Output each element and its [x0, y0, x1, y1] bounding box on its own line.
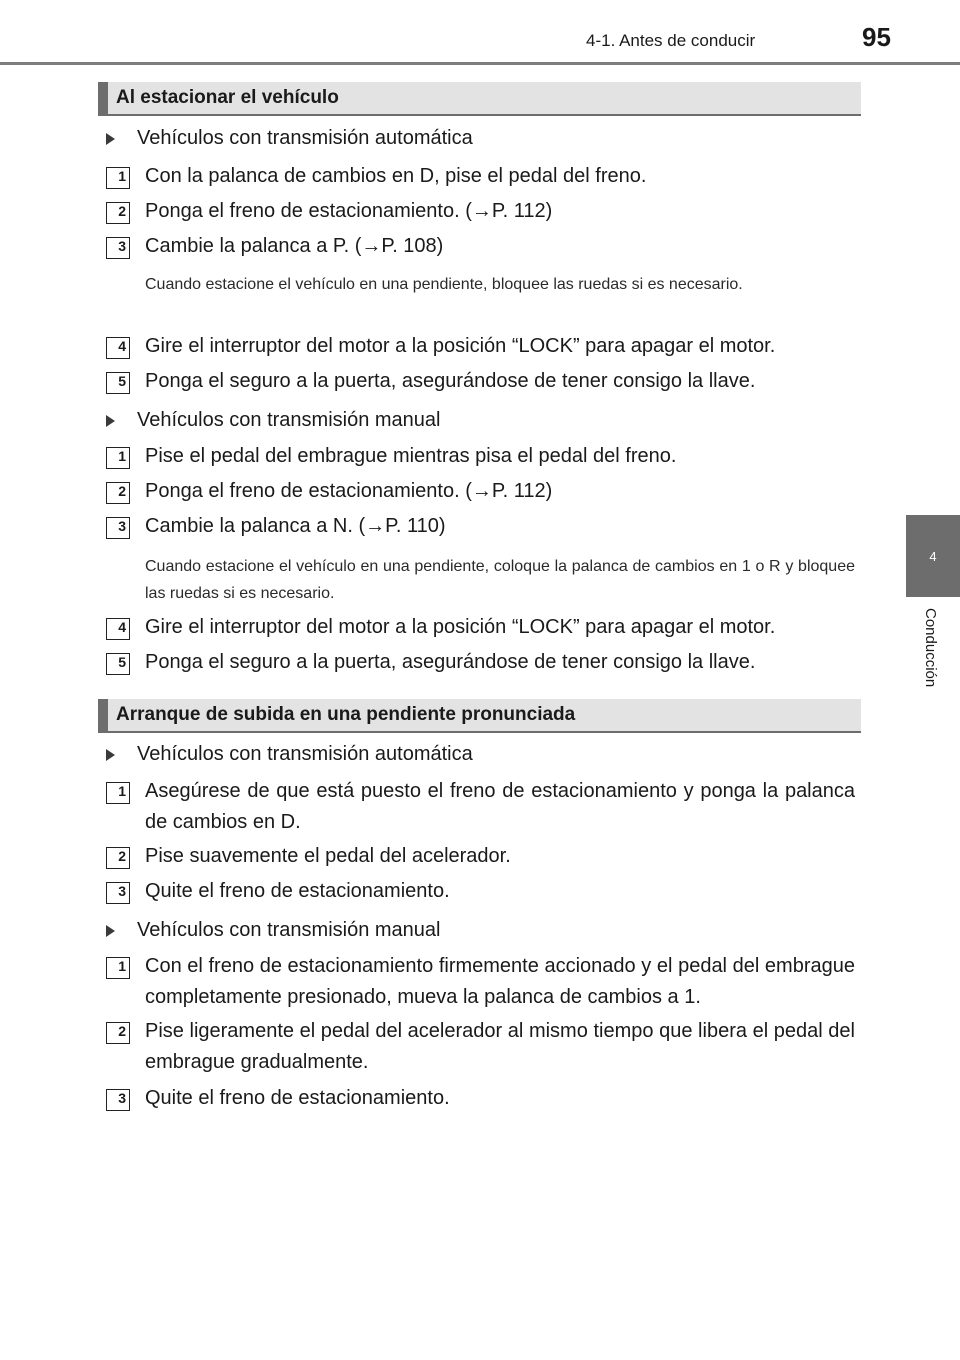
step-text: Ponga el freno de estacionamiento. (→P. 112)	[145, 200, 553, 222]
step-text: Ponga el seguro a la puerta, asegurándose de tener consigo la llave.	[145, 370, 756, 392]
step-text: Pise suavemente el pedal del acelerador.	[145, 845, 511, 867]
step-number: 3	[106, 882, 130, 904]
section-title: Arranque de subida en una pendiente pronunciada	[116, 704, 576, 725]
page-number: 95	[862, 22, 891, 52]
triangle-bullet-icon	[106, 415, 115, 427]
step-number: 5	[106, 653, 130, 675]
subheading-hill-manual	[106, 919, 441, 942]
subheading-label: Vehículos con transmisión automática	[137, 127, 473, 149]
section-heading-hill-start	[98, 699, 861, 733]
step-text: Cambie la palanca a P. (→P. 108)	[145, 235, 444, 257]
note-text: Cuando estacione el vehículo en una pendiente, coloque la palanca de cambios en 1 o R y bloquee las ruedas si es necesario.	[145, 558, 855, 602]
step-text: Con la palanca de cambios en D, pise el pedal del freno.	[145, 165, 647, 187]
subheading-hill-automatic	[106, 743, 473, 766]
step-number: 5	[106, 372, 130, 394]
subheading-label: Vehículos con transmisión automática	[137, 743, 473, 765]
step-number: 2	[106, 482, 130, 504]
step-number: 3	[106, 1089, 130, 1111]
step-number: 3	[106, 517, 130, 539]
step-number: 1	[106, 957, 130, 979]
step-text: Cambie la palanca a N. (→P. 110)	[145, 515, 446, 537]
section-title: Al estacionar el vehículo	[116, 87, 339, 108]
step-text: Ponga el seguro a la puerta, asegurándose de tener consigo la llave.	[145, 651, 756, 673]
subheading-park-manual	[106, 409, 441, 432]
step-text: Con el freno de estacionamiento firmemente accionado y el pedal del embrague completamente presionado, mueva la palanca de cambios a 1.	[145, 955, 855, 1008]
triangle-bullet-icon	[106, 133, 115, 145]
chapter-label: Conducción	[922, 608, 939, 688]
triangle-bullet-icon	[106, 925, 115, 937]
section-heading-parking	[98, 82, 861, 116]
step-number: 2	[106, 847, 130, 869]
header-section-title: 4-1. Antes de conducir	[586, 31, 756, 50]
step-text: Ponga el freno de estacionamiento. (→P. 112)	[145, 480, 553, 502]
step-number: 4	[106, 337, 130, 359]
step-number: 1	[106, 167, 130, 189]
chapter-number: 4	[929, 548, 937, 564]
subheading-park-automatic	[106, 127, 473, 150]
step-number: 1	[106, 447, 130, 469]
step-number: 3	[106, 237, 130, 259]
step-number: 2	[106, 202, 130, 224]
step-number: 1	[106, 782, 130, 804]
step-number: 2	[106, 1022, 130, 1044]
chapter-tab	[906, 515, 960, 597]
subheading-label: Vehículos con transmisión manual	[137, 919, 441, 941]
step-text: Quite el freno de estacionamiento.	[145, 1087, 450, 1109]
step-text: Gire el interruptor del motor a la posición “LOCK” para apagar el motor.	[145, 616, 776, 638]
step-text: Pise el pedal del embrague mientras pisa el pedal del freno.	[145, 445, 677, 467]
step-text: Pise ligeramente el pedal del acelerador al mismo tiempo que libera el pedal del embrague gradualmente.	[145, 1020, 855, 1073]
step-text: Gire el interruptor del motor a la posición “LOCK” para apagar el motor.	[145, 335, 776, 357]
header-divider	[0, 62, 960, 65]
note-text: Cuando estacione el vehículo en una pendiente, bloquee las ruedas si es necesario.	[145, 276, 743, 293]
step-text: Asegúrese de que está puesto el freno de estacionamiento y ponga la palanca de cambios en D.	[145, 780, 855, 833]
step-number: 4	[106, 618, 130, 640]
step-text: Quite el freno de estacionamiento.	[145, 880, 450, 902]
subheading-label: Vehículos con transmisión manual	[137, 409, 441, 431]
triangle-bullet-icon	[106, 749, 115, 761]
